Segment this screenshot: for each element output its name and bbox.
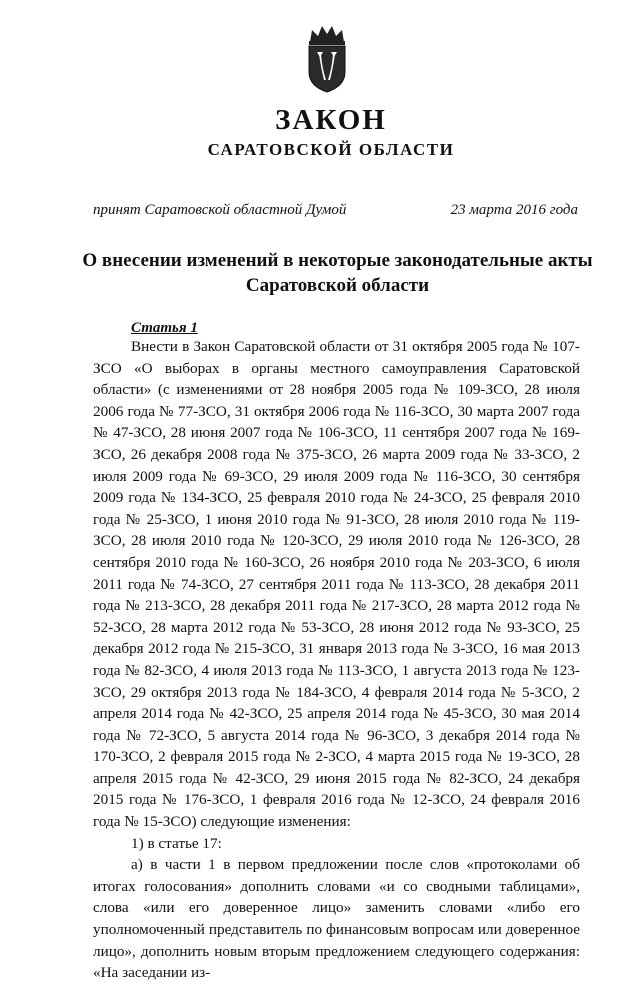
document-subtitle: САРАТОВСКОЙ ОБЛАСТИ — [207, 140, 455, 159]
article-paragraph: а) в части 1 в первом предложении после слов «протоколами об итогах голосования» дополнить словами «и со сводными таблицами», слова «или его доверенное лицо» заменить словами «либо его уполномоченный представитель по финансовым вопросам или доверенное лицо», дополнить новым вторым предложением следующего содержания: «На заседании из- — [93, 856, 580, 982]
adoption-date: 23 марта 2016 года — [450, 202, 578, 218]
law-heading: О внесении изменений в некоторые законодательные акты Саратовской области — [82, 250, 593, 296]
document-title: ЗАКОН — [275, 104, 387, 136]
article-paragraph: Внести в Закон Саратовской области от 31 октября 2005 года № 107-ЗСО «О выборах в органы местного самоуправления Саратовской области» (с изменениями от 28 ноября 2005 года № 109-ЗСО, 28 июля 2006 года № 77-ЗСО, 31 октября 2006 года № 116-ЗСО, 30 марта 2007 года № 47-ЗСО, 28 июня 2007 года № 106-ЗСО, 11 сентября 2007 года № 169-ЗСО, 26 декабря 2008 года № 375-ЗСО, 26 марта 2009 года № 33-ЗСО, 2 июля 2009 года № 69-ЗСО, 29 июля 2009 года № 116-ЗСО, 30 сентября 2009 года № 134-ЗСО, 25 февраля 2010 года № 24-ЗСО, 25 февраля 2010 года № 25-ЗСО, 1 июня 2010 года № 91-ЗСО, 28 июля 2010 года № 119-ЗСО, 28 июля 2010 года № 120-ЗСО, 29 июля 2010 года № 126-ЗСО, 28 сентября 2010 года № 160-ЗСО, 26 ноября 2010 года № 203-ЗСО, 6 июля 2011 года № 74-ЗСО, 27 сентября 2011 года № 113-ЗСО, 28 декабря 2011 года № 213-ЗСО, 28 декабря 2011 года № 217-ЗСО, 28 марта 2012 года № 52-ЗСО, 28 марта 2012 года № 53-ЗСО, 28 июня 2012 года № 93-ЗСО, 25 декабря 2012 года № 215-ЗСО, 31 января 2013 года № 3-ЗСО, 16 мая 2013 года № 82-ЗСО, 4 июля 2013 года № 113-ЗСО, 1 августа 2013 года № 123-ЗСО, 29 октября 2013 года № 184-ЗСО, 4 февраля 2014 года № 5-ЗСО, 2 апреля 2014 года № 42-ЗСО, 25 апреля 2014 года № 45-ЗСО, 30 мая 2014 года № 72-ЗСО, 5 августа 2014 года № 96-ЗСО, 3 декабря 2014 года № 170-ЗСО, 2 февраля 2015 года № 2-ЗСО, 4 марта 2015 года № 19-ЗСО, 28 апреля 2015 года № 42-ЗСО, 29 июня 2015 года № 82-ЗСО, 24 декабря 2015 года № 176-ЗСО, 1 февраля 2016 года № 12-ЗСО, 24 февраля 2016 года № 15-ЗСО) следующие изменения: — [93, 338, 580, 831]
article-paragraph: 1) в статье 17: — [131, 834, 222, 852]
article-body — [93, 336, 580, 984]
saratov-coat-of-arms-icon — [300, 24, 354, 94]
article-label: Статья 1 — [131, 320, 198, 336]
adopted-by-text: принят Саратовской областной Думой — [93, 202, 347, 218]
